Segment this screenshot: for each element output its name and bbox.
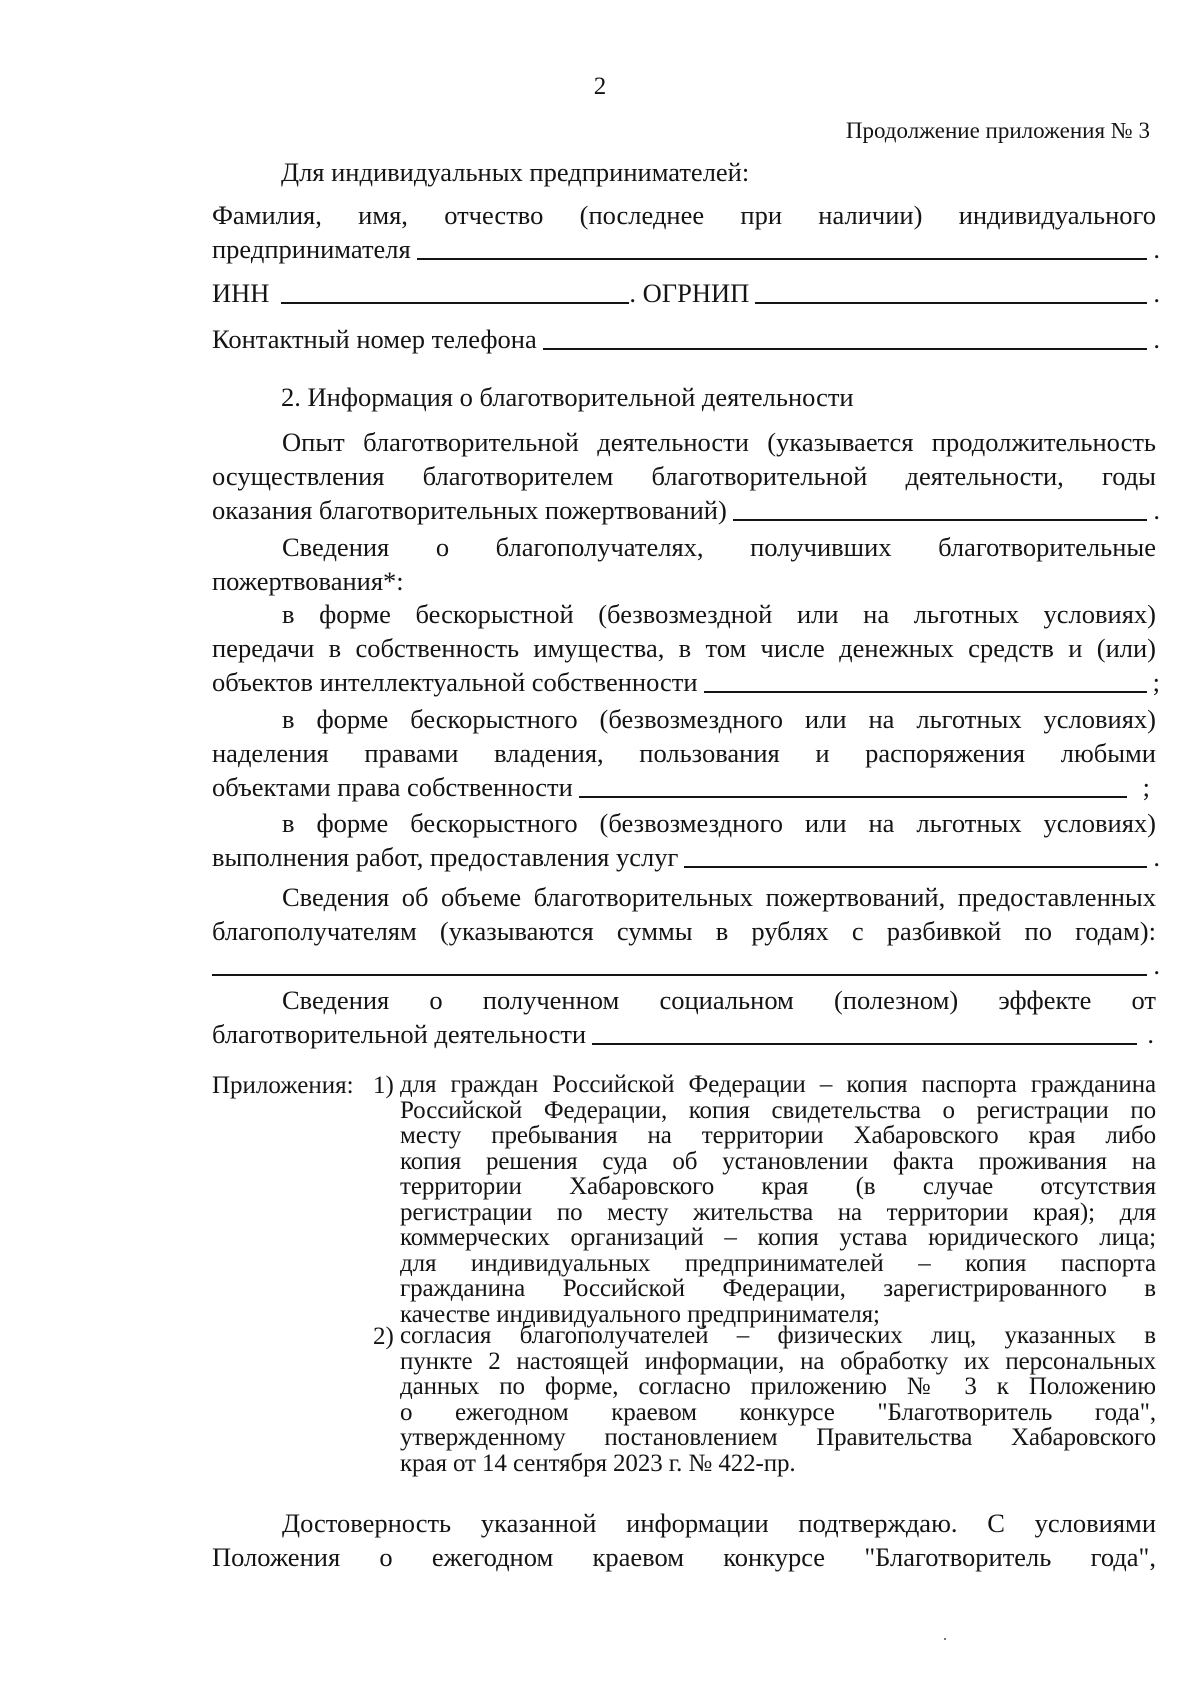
- appendix-item2-line: пункте 2 настоящей информации, на обработку их персональных: [400, 1347, 1156, 1375]
- ogrnip-period: .: [1153, 278, 1160, 308]
- phone-label: Контактный номер телефона: [212, 324, 537, 354]
- appendix-item2-line: утвержденному постановлением Правительства Хабаровского: [400, 1424, 1156, 1451]
- ogrnip-label: . ОГРНИП: [629, 278, 750, 308]
- volume-field-row: [212, 948, 1160, 982]
- experience-line1: Опыт благотворительной деятельности (указывается продолжительность: [282, 427, 1156, 457]
- experience-line2: осуществления благотворителем благотворительной деятельности, годы: [212, 461, 1156, 491]
- form2-line1: в форме бескорыстного (безвозмездного или на льготных условиях): [282, 704, 1156, 734]
- form2-semicolon: ;: [1142, 772, 1150, 802]
- form1-block: [212, 597, 1156, 665]
- appendix-continuation-note: Продолжение приложения № 3: [845, 118, 1150, 143]
- appendix-item1-line: территории Хабаровского края (в случае отсутствия: [400, 1173, 1156, 1200]
- experience-line3: оказания благотворительных пожертвований): [212, 495, 727, 525]
- form2-line3: объектами права собственности: [212, 772, 573, 802]
- appendix-item1-line: гражданина Российской Федерации, зарегистрированного в: [400, 1275, 1156, 1302]
- form1-field-row: [212, 665, 1160, 699]
- form3-line1: в форме бескорыстного (безвозмездного или на льготных условиях): [282, 808, 1156, 838]
- scan-speck: [944, 1638, 946, 1640]
- effect-line1: Сведения о полученном социальном (полезном) эффекте от: [282, 985, 1156, 1015]
- appendix-item1-line: Российской Федерации, копия свидетельства о регистрации по: [400, 1096, 1156, 1124]
- form3-blank[interactable]: [684, 842, 1147, 868]
- form2-field-row: [212, 770, 1160, 804]
- form2-line2: наделения правами владения, пользования и распоряжения любыми: [212, 738, 1156, 768]
- appendix-item2-line: о ежегодном краевом конкурсе "Благотворитель года",: [400, 1398, 1156, 1426]
- appendix-item2-line: края от 14 сентября 2023 г. № 422-пр.: [400, 1449, 796, 1477]
- ip-fio-field-row: [212, 232, 1160, 266]
- form1-line1: в форме бескорыстной (безвозмездной или на льготных условиях): [282, 599, 1156, 629]
- appendix-item1-line: месту пребывания на территории Хабаровского края либо: [400, 1122, 1156, 1149]
- volume-line1: Сведения об объеме благотворительных пожертвований, предоставленных: [282, 882, 1156, 912]
- phone-period: .: [1153, 324, 1160, 354]
- phone-blank[interactable]: [543, 324, 1148, 350]
- form3-line2: выполнения работ, предоставления услуг: [212, 842, 679, 872]
- appendices-label: Приложения:: [212, 1072, 354, 1099]
- experience-period: .: [1153, 495, 1160, 525]
- effect-line2: благотворительной деятельности: [212, 1019, 587, 1049]
- volume-line2: благополучателям (указываются суммы в рублях с разбивкой по годам):: [212, 916, 1156, 946]
- appendix-item1-line: коммерческих организаций – копия устава юридического лица;: [400, 1224, 1156, 1251]
- appendix-item1-line: регистрации по месту жительства на территории края); для: [400, 1198, 1156, 1226]
- ip-fio-blank[interactable]: [417, 234, 1148, 260]
- appendix-item2-line: согласия благополучателей – физических лиц, указанных в: [400, 1322, 1156, 1349]
- form3-field-row: [212, 840, 1160, 874]
- confirmation-line2: Положения о ежегодном краевом конкурсе "Благотворитель года",: [212, 1542, 1156, 1572]
- effect-period: .: [1147, 1019, 1154, 1049]
- ip-fio-line1: Фамилия, имя, отчество (последнее при наличии) индивидуального: [212, 200, 1156, 230]
- experience-field-row: [212, 493, 1160, 527]
- inn-blank[interactable]: [281, 278, 629, 304]
- form3-block: [212, 806, 1156, 840]
- confirmation-block: [212, 1506, 1156, 1574]
- recipients-line2: пожертвования*:: [212, 566, 404, 596]
- inn-ogrnip-row: [212, 276, 1160, 310]
- appendix-item1-line: копия решения суда об установлении факта проживания на: [400, 1147, 1156, 1175]
- effect-blank[interactable]: [592, 1019, 1137, 1045]
- experience-block: [212, 425, 1156, 493]
- section2-heading: 2. Информация о благотворительной деятельности: [281, 382, 854, 412]
- inn-label: ИНН: [212, 278, 270, 308]
- form2-blank[interactable]: [579, 772, 1127, 798]
- form2-block: [212, 702, 1156, 770]
- ip-fio-block: [212, 198, 1156, 232]
- appendix-item2-number: 2): [373, 1323, 394, 1350]
- ogrnip-blank[interactable]: [755, 278, 1147, 304]
- form1-line3: объектов интеллектуальной собственности: [212, 667, 698, 697]
- appendix-item1: [400, 1072, 1156, 1327]
- appendix-item1-line: качестве индивидуального предпринимателя;: [400, 1300, 880, 1328]
- experience-blank[interactable]: [733, 495, 1148, 521]
- recipients-line1: Сведения о благополучателях, получивших благотворительные: [282, 532, 1156, 562]
- ip-heading: Для индивидуальных предпринимателей:: [281, 157, 750, 187]
- appendix-item2: [400, 1323, 1156, 1476]
- form3-period: .: [1153, 842, 1160, 872]
- appendix-item1-number: 1): [373, 1072, 394, 1099]
- form1-line2: передачи в собственность имущества, в том числе денежных средств и (или): [212, 633, 1156, 663]
- appendix-item1-line: для граждан Российской Федерации – копия паспорта гражданина: [400, 1071, 1156, 1098]
- phone-row: [212, 322, 1160, 356]
- volume-block: [212, 880, 1156, 948]
- effect-block: [212, 983, 1156, 1017]
- confirmation-line1: Достоверность указанной информации подтверждаю. С условиями: [282, 1508, 1156, 1538]
- ip-fio-label: предпринимателя: [212, 234, 411, 264]
- recipients-block: [212, 530, 1156, 598]
- page-number: 2: [593, 73, 607, 100]
- appendix-item1-line: для индивидуальных предпринимателей – копия паспорта: [400, 1249, 1156, 1277]
- form1-blank[interactable]: [704, 667, 1147, 693]
- form1-semicolon: ;: [1152, 667, 1160, 697]
- volume-period: .: [1153, 950, 1160, 980]
- volume-blank[interactable]: [212, 950, 1147, 976]
- appendix-item2-line: данных по форме, согласно приложению № 3 к Положению: [400, 1373, 1156, 1400]
- ip-fio-period: .: [1153, 234, 1160, 264]
- effect-field-row: [212, 1017, 1160, 1051]
